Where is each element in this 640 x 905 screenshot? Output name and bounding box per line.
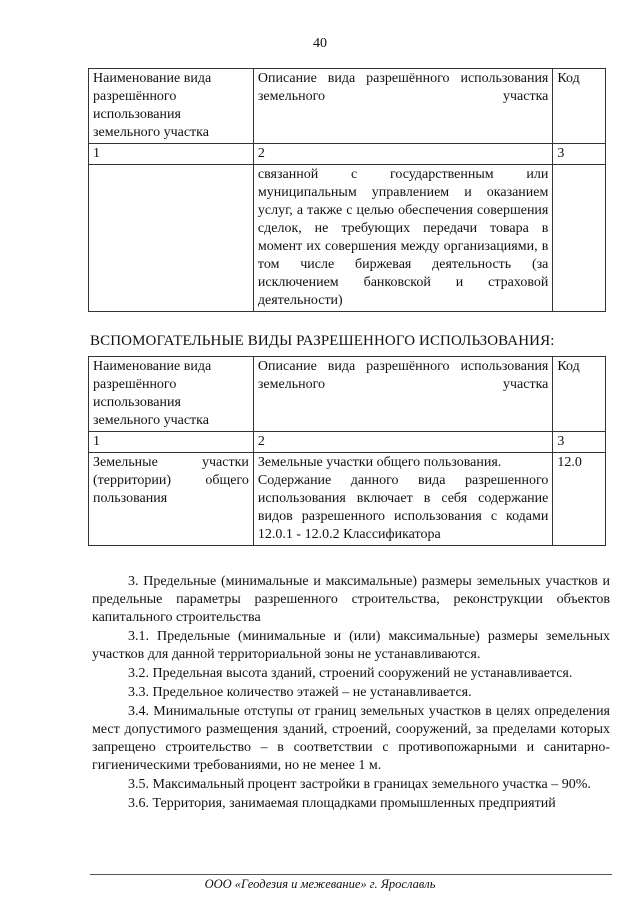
paragraph-3-1: 3.1. Предельные (минимальные и (или) максимальные) размеры земельных участков для данной территориальной зоны не устанавливаются. xyxy=(92,629,610,662)
paragraph-3-6: 3.6. Территория, занимаемая площадками промышленных предприятий xyxy=(128,796,556,811)
paragraph-3-2: 3.2. Предельная высота зданий, строений сооружений не устанавливается. xyxy=(128,666,573,681)
body-text xyxy=(92,573,610,813)
column-number-row xyxy=(89,144,606,165)
row-description-cell: связанной с государственным или муниципальным управлением и оказанием услуг, а также с целью обеспечения совершения сделок, не требующих передачи товара в момент их совершения между организациями, в том числе биржевая деятельность (за исключением банковской и страховой деятельности) xyxy=(253,165,552,312)
header-name-cell: Наименование вида разрешённого использования земельного участка xyxy=(89,69,254,144)
row-description-rest: Содержание данного вида разрешенного использования включает в себя содержание видов разрешенного использования с кодами 12.0.1 - 12.0.2 Классификатора xyxy=(257,473,549,542)
header-name-cell: Наименование вида разрешённого использования земельного участка xyxy=(89,357,254,432)
header-description-cell: Описание вида разрешённого использования земельного участка xyxy=(253,69,552,144)
page-number: 40 xyxy=(313,36,327,51)
table-row xyxy=(89,453,606,546)
paragraph-3: 3. Предельные (минимальные и максимальные) размеры земельных участков и предельные параметры разрешенного строительства, реконструкции объектов капитального строительства xyxy=(92,574,610,625)
column-number-2: 2 xyxy=(253,432,552,453)
row-description-cell xyxy=(253,453,552,546)
row-name-cell: Земельные участки (территории) общего пользования xyxy=(89,453,254,546)
paragraph-3-4: 3.4. Минимальные отступы от границ земельных участков в целях определения мест допустимого размещения зданий, строений, сооружений, за пределами которых запрещено строительство – в соответствии с противопожарными и санитарно-гигиеническими требованиями, но не менее 1 м. xyxy=(92,704,610,773)
header-code-cell: Код xyxy=(553,357,606,432)
column-number-1: 1 xyxy=(89,432,254,453)
row-name-cell xyxy=(89,165,254,312)
header-code-cell: Код xyxy=(553,69,606,144)
row-code-cell: 12.0 xyxy=(553,453,606,546)
column-number-1: 1 xyxy=(89,144,254,165)
row-code-cell xyxy=(553,165,606,312)
section-heading: ВСПОМОГАТЕЛЬНЫЕ ВИДЫ РАЗРЕШЕННОГО ИСПОЛЬЗОВАНИЯ: xyxy=(90,333,555,349)
row-description-line1: Земельные участки общего пользования. xyxy=(257,455,502,470)
header-description-cell: Описание вида разрешённого использования земельного участка xyxy=(253,357,552,432)
table-header-row xyxy=(89,357,606,432)
table-header-row xyxy=(89,69,606,144)
table-row xyxy=(89,165,606,312)
column-number-2: 2 xyxy=(253,144,552,165)
paragraph-3-5: 3.5. Максимальный процент застройки в границах земельного участка – 90%. xyxy=(128,777,591,792)
column-number-3: 3 xyxy=(553,144,606,165)
main-permitted-uses-table xyxy=(88,68,606,312)
footer-divider xyxy=(90,874,612,875)
auxiliary-permitted-uses-table xyxy=(88,356,606,546)
paragraph-3-3: 3.3. Предельное количество этажей – не устанавливается. xyxy=(128,685,472,700)
column-number-row xyxy=(89,432,606,453)
column-number-3: 3 xyxy=(553,432,606,453)
footer: ООО «Геодезия и межевание» г. Ярославль xyxy=(204,877,436,891)
